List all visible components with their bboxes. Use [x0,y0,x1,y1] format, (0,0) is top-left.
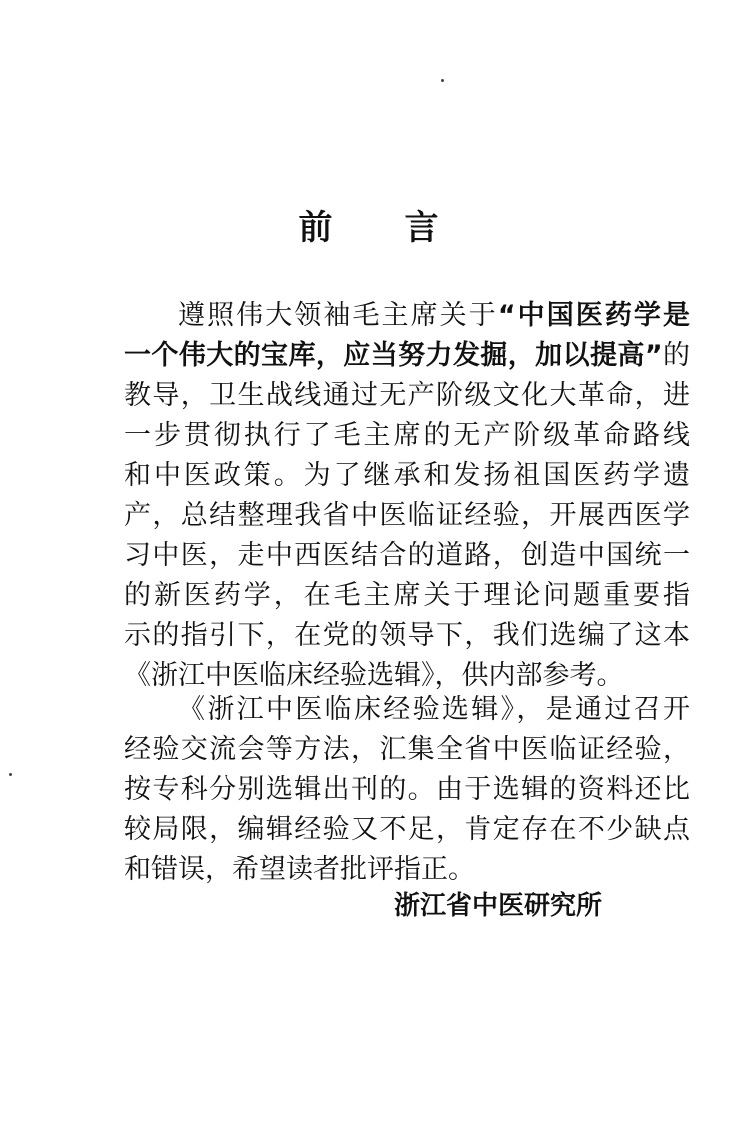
title-char-left: 前 [298,208,333,248]
paragraph1-line3: 教导，卫生战线通过无产阶级文化大革命，进 [124,380,690,411]
paragraph2-line5: 和错误，希望读者批评指正。 [124,854,475,885]
paragraph1-line1-bold: “中国医药学是 [497,300,690,331]
paragraph1-line6: 产，总结整理我省中医临证经验，开展西医学 [124,500,690,531]
paragraph1-line1-plain: 遵照伟大领袖毛主席关于 [178,300,498,331]
paragraph1-line4: 一步贯彻执行了毛主席的无产阶级革命路线 [124,420,690,451]
scan-speck [441,79,444,82]
paragraph1-line5: 和中医政策。为了继承和发扬祖国医药学遗 [124,460,690,491]
paragraph1-line7: 习中医，走中西医结合的道路，创造中国统一 [124,540,690,571]
paragraph2-line2: 经验交流会等方法，汇集全省中医临证经验， [124,734,690,765]
paragraph1-line2-plain: 的 [662,340,691,371]
paragraph1-line1 [178,296,690,336]
paragraph2-line1: 《浙江中医临床经验选辑》，是通过召开 [178,694,690,725]
title-char-right: 言 [404,208,439,248]
scan-speck [9,773,12,776]
paragraph2-line3: 按专科分别选辑出刊的。由于选辑的资料还比 [124,774,690,805]
signature: 浙江省中医研究所 [394,891,603,921]
page-title [0,200,737,249]
paragraph1-line9: 示的指引下，在党的领导下，我们选编了这本 [124,620,690,651]
paragraph1-line2 [124,336,690,376]
paragraph1-line8: 的新医药学，在毛主席关于理论问题重要指 [124,580,690,611]
paragraph1-line2-bold: 一个伟大的宝库，应当努力发掘，加以提高” [124,340,663,371]
paragraph1-line10: 《浙江中医临床经验选辑》，供内部参考。 [124,660,624,691]
paragraph2-line4: 较局限，编辑经验又不足，肯定存在不少缺点 [124,814,690,845]
